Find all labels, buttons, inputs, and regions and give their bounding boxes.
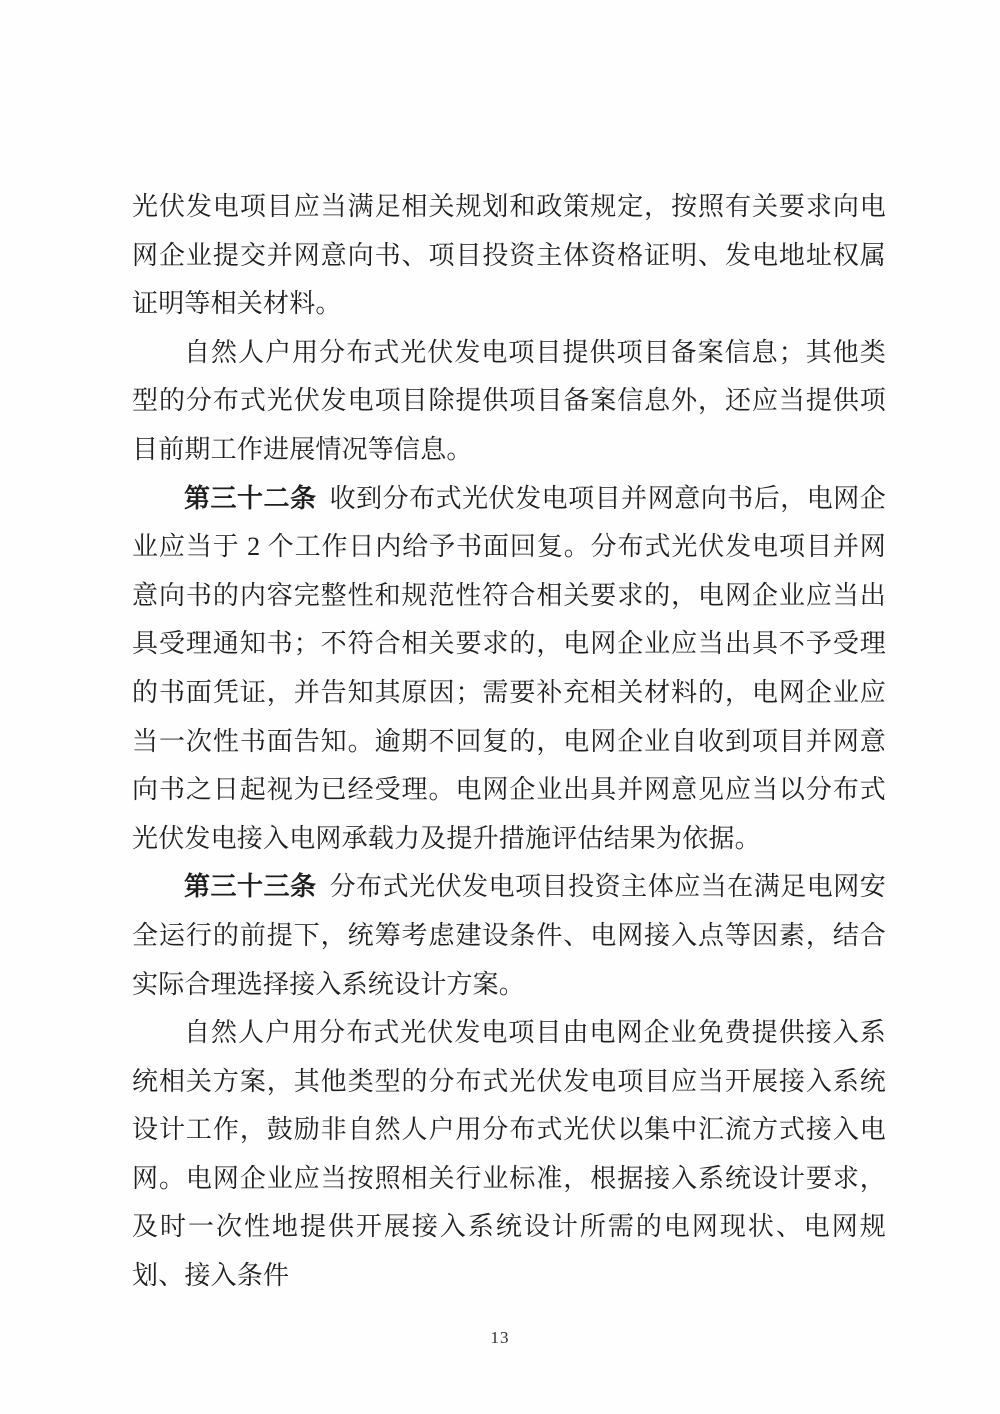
paragraph-text: 分布式光伏发电项目投资主体应当在满足电网安全运行的前提下，统筹考虑建设条件、电网接入点等因素，结合实际合理选择接入系统设计方案。 <box>132 872 886 999</box>
paragraph-article-32 <box>132 475 886 864</box>
paragraph-article-33 <box>132 863 886 1009</box>
page-footer <box>0 1328 1000 1348</box>
paragraph-text: 自然人户用分布式光伏发电项目提供项目备案信息；其他类型的分布式光伏发电项目除提供项目备案信息外，还应当提供项目前期工作进展情况等信息。 <box>132 337 886 464</box>
article-number: 第三十三条 <box>184 872 317 902</box>
paragraph-text: 光伏发电项目应当满足相关规划和政策规定，按照有关要求向电网企业提交并网意向书、项目投资主体资格证明、发电地址权属证明等相关材料。 <box>132 192 886 319</box>
paragraph <box>132 329 886 475</box>
paragraph-text: 自然人户用分布式光伏发电项目由电网企业免费提供接入系统相关方案，其他类型的分布式光伏发电项目应当开展接入系统设计工作，鼓励非自然人户用分布式光伏以集中汇流方式接入电网。电网企业应当按照相关行业标准，根据接入系统设计要求，及时一次性地提供开展接入系统设计所需的电网现状、电网规划、接入条件 <box>132 1018 886 1291</box>
document-body <box>132 183 886 1301</box>
article-number: 第三十二条 <box>184 483 317 513</box>
page-number: 13 <box>490 1328 510 1347</box>
paragraph <box>132 1009 886 1301</box>
paragraph-text: 收到分布式光伏发电项目并网意向书后，电网企业应当于 2 个工作日内给予书面回复。分布式光伏发电项目并网意向书的内容完整性和规范性符合相关要求的，电网企业应当出具受理通知书；不符合相关要求的，电网企业应当出具不予受理的书面凭证，并告知其原因；需要补充相关材料的，电网企业应当一次性书面告知。逾期不回复的，电网企业自收到项目并网意向书之日起视为已经受理。电网企业出具并网意见应当以分布式光伏发电接入电网承载力及提升措施评估结果为依据。 <box>132 483 886 853</box>
paragraph-continuation <box>132 183 886 329</box>
